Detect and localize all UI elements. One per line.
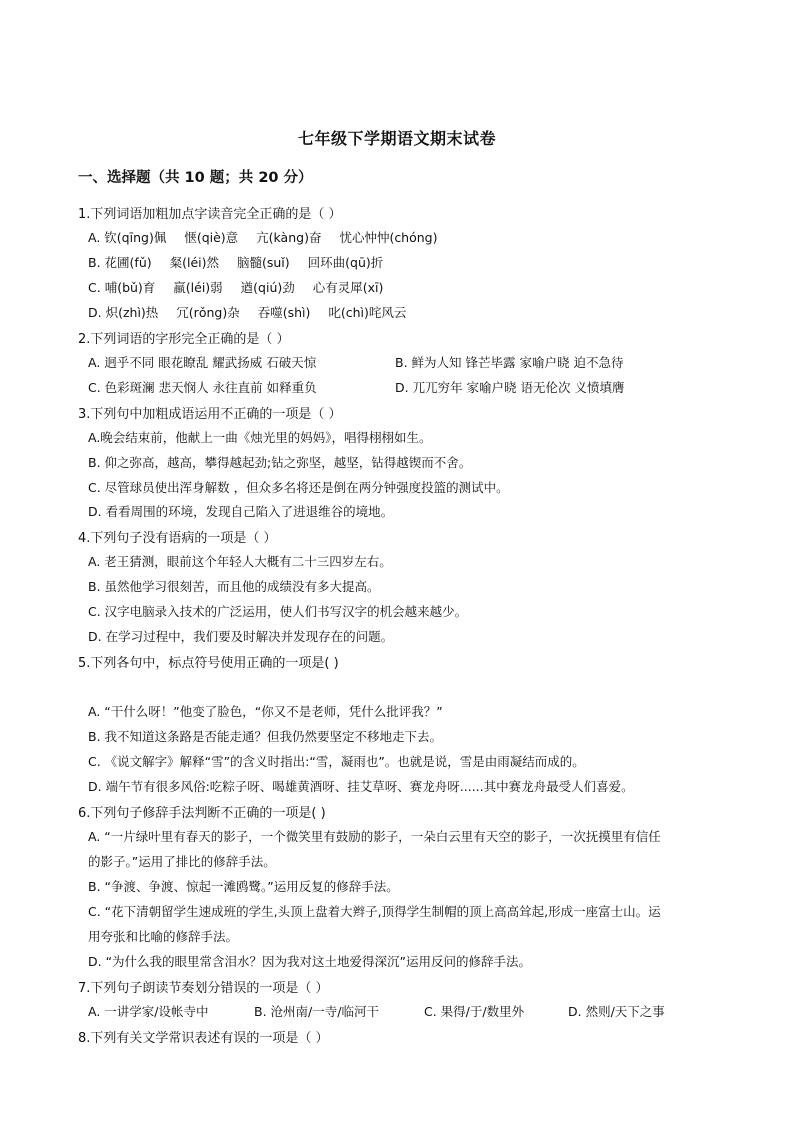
question-6-option-a[interactable]: A. “一片绿叶里有春天的影子，一个微笑里有鼓励的影子，一朵白云里有天空的影子，一次抚摸里有信任	[88, 829, 661, 844]
option-word: 亢(kàng)奋	[256, 230, 322, 245]
question-3-option-d[interactable]: D. 看看周围的环境，发现自己陷入了进退维谷的境地。	[88, 504, 394, 519]
question-1-option-b[interactable]	[88, 253, 397, 271]
question-2-option-d[interactable]: D. 兀兀穷年 家喻户晓 语无伦次 义愤填膺	[395, 380, 625, 395]
option-label: C.	[88, 280, 101, 295]
question-3-option-b[interactable]: B. 仰之弥高，越高，攀得越起劲;钻之弥坚，越坚，钻得越锲而不舍。	[88, 455, 472, 470]
question-6-option-c[interactable]: C. “花下清朝留学生速成班的学生,头顶上盘着大辫子,顶得学生制帽的顶上高高耸起,形成一座富士山。运	[88, 904, 661, 919]
question-2-stem: 2.下列词语的字形完全正确的是（ ）	[78, 332, 290, 347]
question-2-option-c[interactable]: C. 色彩斑澜 悲天悯人 永往直前 如释重负	[88, 380, 317, 395]
question-5-option-b[interactable]: B. 我不知道这条路是否能走通？但我仍然要坚定不移地走下去。	[88, 729, 443, 744]
question-4-stem: 4.下列句子没有语病的一项是（ ）	[78, 531, 277, 546]
question-6-option-d[interactable]: D. “为什么我的眼里常含泪水？因为我对这土地爱得深沉”运用反问的修辞手法。	[88, 954, 532, 969]
question-1-stem: 1.下列词语加粗加点字读音完全正确的是（ ）	[78, 207, 342, 222]
question-7-option-d[interactable]: D. 然则/天下之事	[568, 1004, 665, 1019]
question-2-option-a[interactable]: A. 迥乎不同 眼花瞭乱 耀武扬威 石破天惊	[88, 355, 317, 370]
question-3-stem: 3.下列句中加粗成语运用不正确的一项是（ ）	[78, 407, 342, 422]
question-4-option-d[interactable]: D. 在学习过程中，我们要及时解决并发现存在的问题。	[88, 629, 394, 644]
question-7-option-c[interactable]: C. 果得/于/数里外	[424, 1004, 525, 1019]
option-word: 粲(léi)然	[169, 255, 219, 270]
option-label: A.	[88, 230, 101, 245]
question-5-option-c[interactable]: C. 《说文解字》解释“雪”的含义时指出:“雪，凝雨也”。也就是说，雪是由雨凝结而成的。	[88, 754, 585, 769]
question-3-option-c[interactable]: C. 尽管球员使出浑身解数 ，但众多名将还是倒在两分钟强度投篮的测试中。	[88, 480, 509, 495]
option-word: 惬(qiè)意	[184, 230, 239, 245]
question-5-stem: 5.下列各句中，标点符号使用正确的一项是( )	[78, 656, 339, 671]
question-6-option-a-cont: 的影子。”运用了排比的修辞手法。	[88, 854, 276, 869]
option-word: 钦(qīng)佩	[104, 230, 167, 245]
question-8-stem: 8.下列有关文学常识表述有误的一项是（ ）	[78, 1031, 329, 1046]
question-2-option-b[interactable]: B. 鲜为人知 锋芒毕露 家喻户晓 迫不急待	[395, 355, 624, 370]
question-1-option-c[interactable]	[88, 278, 397, 296]
option-label: D.	[88, 305, 102, 320]
question-6-stem: 6.下列句子修辞手法判断不正确的一项是( )	[78, 806, 326, 821]
question-6-option-b[interactable]: B. “争渡、争渡、惊起一滩鸥鹭。”运用反复的修辞手法。	[88, 879, 399, 894]
question-5-option-d[interactable]: D. 端午节有很多风俗:吃粽子呀、喝雄黄酒呀、挂艾草呀、赛龙舟呀......其中赛龙舟最受人们喜爱。	[88, 779, 634, 794]
question-7-stem: 7.下列句子朗读节奏划分错误的一项是（ ）	[78, 981, 329, 996]
option-word: 脑髓(suǐ)	[236, 255, 290, 270]
option-word: 吞噬(shì)	[257, 305, 311, 320]
question-6-option-c-cont: 用夸张和比喻的修辞手法。	[88, 929, 239, 944]
question-4-option-c[interactable]: C. 汉字电脑录入技术的广泛运用，使人们书写汉字的机会越来越少。	[88, 604, 468, 619]
question-7-option-a[interactable]: A. 一讲学家/设帐寺中	[88, 1004, 209, 1019]
option-label: B.	[88, 255, 101, 270]
option-word: 炽(zhì)热	[105, 305, 159, 320]
option-word: 回环曲(qū)折	[307, 255, 384, 270]
question-7-option-b[interactable]: B. 沧州南/一寺/临河干	[254, 1004, 379, 1019]
option-word: 羸(léi)弱	[173, 280, 223, 295]
question-5-option-a[interactable]: A. “干什么呀！”他变了脸色，“你又不是老师，凭什么批评我？”	[88, 704, 443, 719]
page-title: 七年级下学期语文期末试卷	[297, 129, 496, 148]
question-1-option-a[interactable]	[88, 228, 452, 246]
question-4-option-b[interactable]: B. 虽然他学习很刻苦，而且他的成绩没有多大提高。	[88, 579, 380, 594]
section-heading: 一、选择题（共 10 题；共 20 分）	[78, 170, 313, 186]
option-word: 花圃(fǔ)	[104, 255, 152, 270]
option-word: 遒(qiú)劲	[240, 280, 295, 295]
option-word: 心有灵犀(xī)	[312, 280, 384, 295]
option-word: 冗(rǒng)杂	[176, 305, 240, 320]
question-4-option-a[interactable]: A. 老王猜测，眼前这个年轻人大概有二十三四岁左右。	[88, 554, 392, 569]
question-1-option-d[interactable]	[88, 303, 420, 321]
option-word: 叱(chì)咤风云	[328, 305, 407, 320]
option-word: 哺(bǔ)育	[104, 280, 156, 295]
question-3-option-a[interactable]: A.晚会结束前，他献上一曲《烛光里的妈妈》，唱得栩栩如生。	[88, 430, 432, 445]
option-word: 忧心忡忡(chóng)	[339, 230, 438, 245]
